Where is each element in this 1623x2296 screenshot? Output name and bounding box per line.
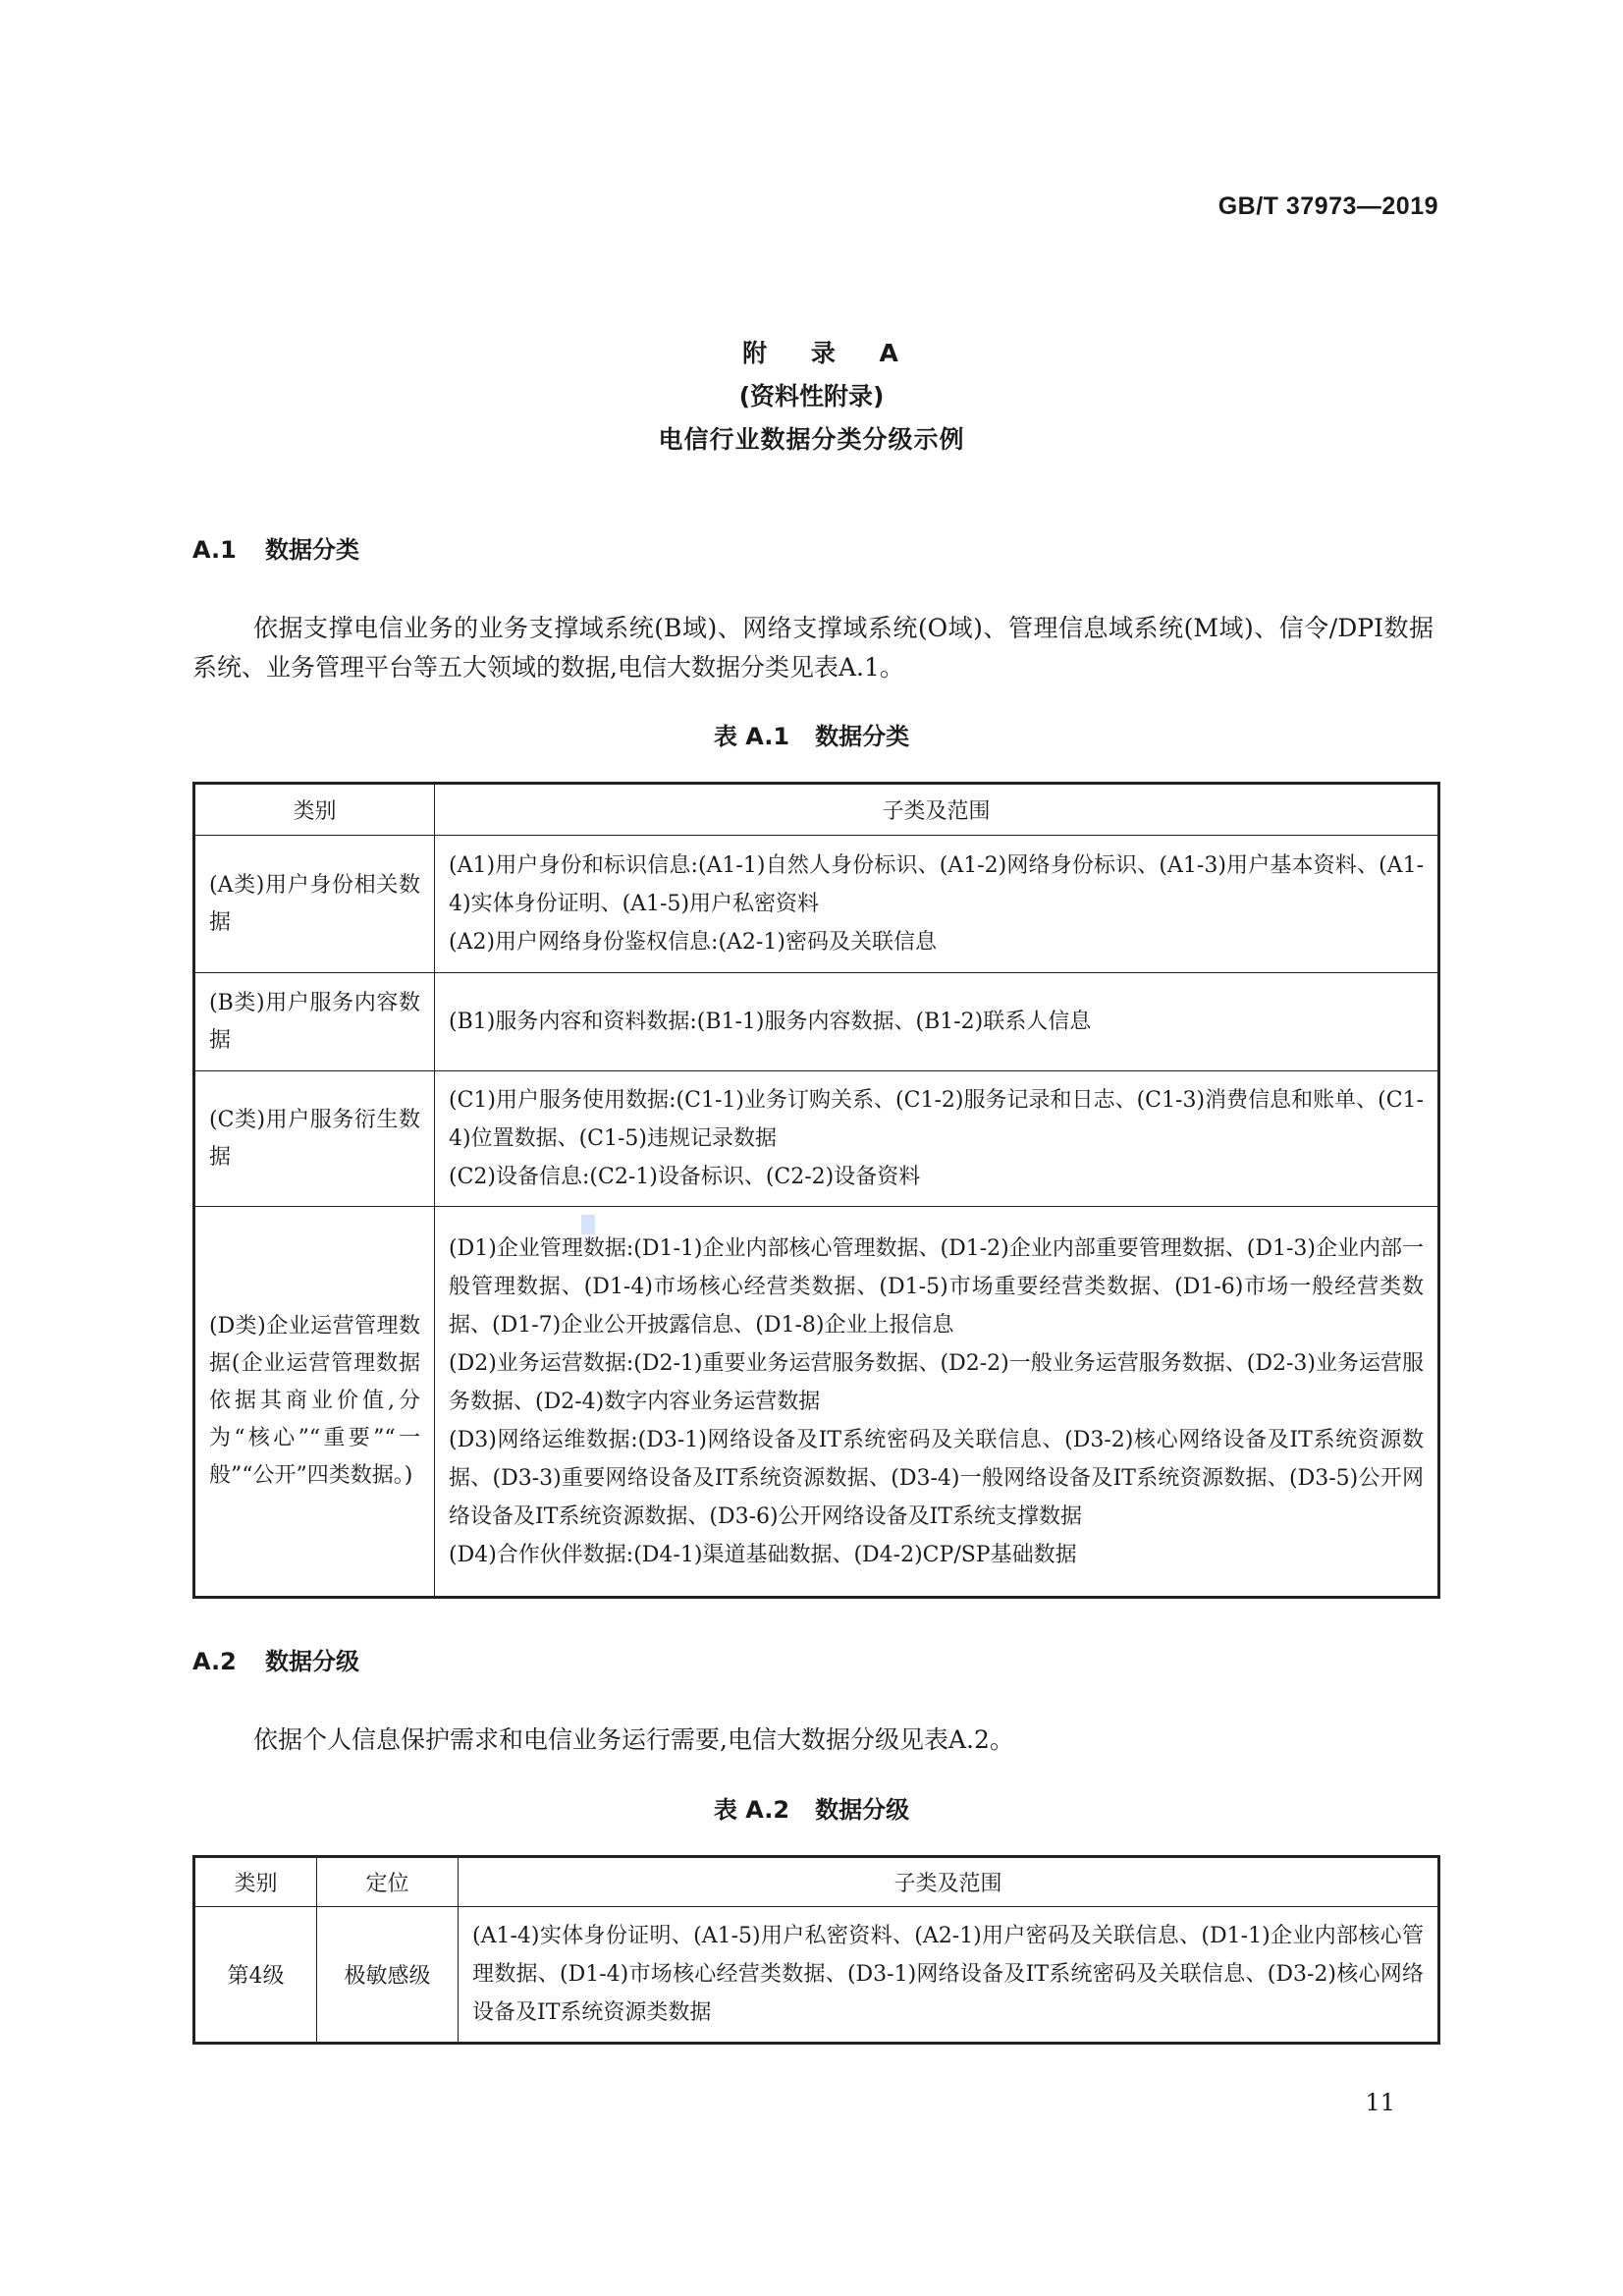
table-row xyxy=(194,1071,1439,1207)
classification-table xyxy=(192,782,1440,1599)
table-row xyxy=(194,1907,1439,2044)
header-level: 类别 xyxy=(194,1857,317,1907)
row-scope xyxy=(435,973,1439,1071)
row-level: 第4级 xyxy=(194,1907,317,2044)
scope-line: (A1)用户身份和标识信息:(A1-1)自然人身份标识、(A1-2)网络身份标识、(A1-3)用户基本资料、(A1-4)实体身份证明、(A1-5)用户私密资料 xyxy=(449,853,1424,916)
row-category: (C类)用户服务衍生数据 xyxy=(194,1071,435,1207)
section-title: 数据分级 xyxy=(265,1648,359,1675)
row-category: (D类)企业运营管理数据(企业运营管理数据依据其商业价值,分为“核心”“重要”“一般”“公开”四类数据。) xyxy=(194,1207,435,1598)
table-header-row xyxy=(194,784,1439,836)
grading-table xyxy=(192,1855,1440,2045)
annex-title: 附 录 A xyxy=(742,339,916,367)
scope-line: (A2)用户网络身份鉴权信息:(A2-1)密码及关联信息 xyxy=(449,930,937,955)
scope-line: (D2)业务运营数据:(D2-1)重要业务运营服务数据、(D2-2)一般业务运营服务数据、(D2-3)业务运营服务数据、(D2-4)数字内容业务运营数据 xyxy=(449,1350,1424,1414)
scope-line: (D4)合作伙伴数据:(D4-1)渠道基础数据、(D4-2)CP/SP基础数据 xyxy=(449,1542,1077,1567)
annex-name: 电信行业数据分类分级示例 xyxy=(658,425,965,454)
annex-type: (资料性附录) xyxy=(738,382,885,410)
header-subclass: 子类及范围 xyxy=(435,784,1439,836)
table-a1-caption xyxy=(0,717,1623,751)
section-a2-paragraph: 依据个人信息保护需求和电信业务运行需要,电信大数据分级见表A.2。 xyxy=(253,1725,1014,1754)
scope-line: (B1)服务内容和资料数据:(B1-1)服务内容数据、(B1-2)联系人信息 xyxy=(449,1010,1092,1034)
scope-line: (D1)企业管理数据:(D1-1)企业内部核心管理数据、(D1-2)企业内部重要管理数据、(D1-3)企业内部一般管理数据、(D1-4)市场核心经营类数据、(D1-5)市场重要经营类数据、(D1-6)市场一般经营类数据、(D1-7)企业公开披露信息、(D1-8)企业上报信息 xyxy=(449,1235,1424,1338)
row-scope xyxy=(435,1071,1439,1207)
header-category: 类别 xyxy=(194,784,435,836)
table-caption-title: 数据分级 xyxy=(815,1796,910,1824)
page-number: 11 xyxy=(1365,2089,1395,2116)
table-a2-caption xyxy=(0,1790,1623,1825)
row-category: (A类)用户身份相关数据 xyxy=(194,836,435,973)
row-scope: (A1-4)实体身份证明、(A1-5)用户私密资料、(A2-1)用户密码及关联信息、(D1-1)企业内部核心管理数据、(D1-4)市场核心经营类数据、(D3-1)网络设备及IT系统密码及关联信息、(D3-2)核心网络设备及IT系统资源类数据 xyxy=(459,1907,1439,2044)
header-position: 定位 xyxy=(317,1857,459,1907)
section-a2-heading xyxy=(192,1642,359,1676)
table-row xyxy=(194,836,1439,973)
row-scope xyxy=(435,836,1439,973)
highlight-mark xyxy=(581,1215,595,1234)
section-title: 数据分类 xyxy=(265,536,359,564)
section-number: A.2 xyxy=(192,1648,237,1675)
table-header-row xyxy=(194,1857,1439,1907)
standard-code: GB/T 37973—2019 xyxy=(1217,192,1438,220)
row-position: 极敏感级 xyxy=(317,1907,459,2044)
table-caption-label: 表 A.2 xyxy=(713,1796,790,1824)
section-number: A.1 xyxy=(192,536,237,564)
section-a1-paragraph: 依据支撑电信业务的业务支撑域系统(B域)、网络支撑域系统(O域)、管理信息域系统(M域)、信令/DPI数据系统、业务管理平台等五大领域的数据,电信大数据分类见表A.1。 xyxy=(192,614,1434,682)
header-subclass: 子类及范围 xyxy=(459,1857,1439,1907)
table-row xyxy=(194,973,1439,1071)
scope-line: (C2)设备信息:(C2-1)设备标识、(C2-2)设备资料 xyxy=(449,1165,921,1189)
section-a1-heading xyxy=(192,530,359,565)
row-scope xyxy=(435,1207,1439,1598)
table-caption-label: 表 A.1 xyxy=(713,723,790,750)
scope-line: (D3)网络运维数据:(D3-1)网络设备及IT系统密码及关联信息、(D3-2)核心网络设备及IT系统资源数据、(D3-3)重要网络设备及IT系统资源数据、(D3-4)一般网络设备及IT系统资源数据、(D3-5)公开网络设备及IT系统资源数据、(D3-6)公开网络设备及IT系统支撑数据 xyxy=(449,1427,1424,1529)
row-category: (B类)用户服务内容数据 xyxy=(194,973,435,1071)
table-caption-title: 数据分类 xyxy=(815,723,910,750)
table-row xyxy=(194,1207,1439,1598)
scope-line: (C1)用户服务使用数据:(C1-1)业务订购关系、(C1-2)服务记录和日志、(C1-3)消费信息和账单、(C1-4)位置数据、(C1-5)违规记录数据 xyxy=(449,1088,1424,1151)
